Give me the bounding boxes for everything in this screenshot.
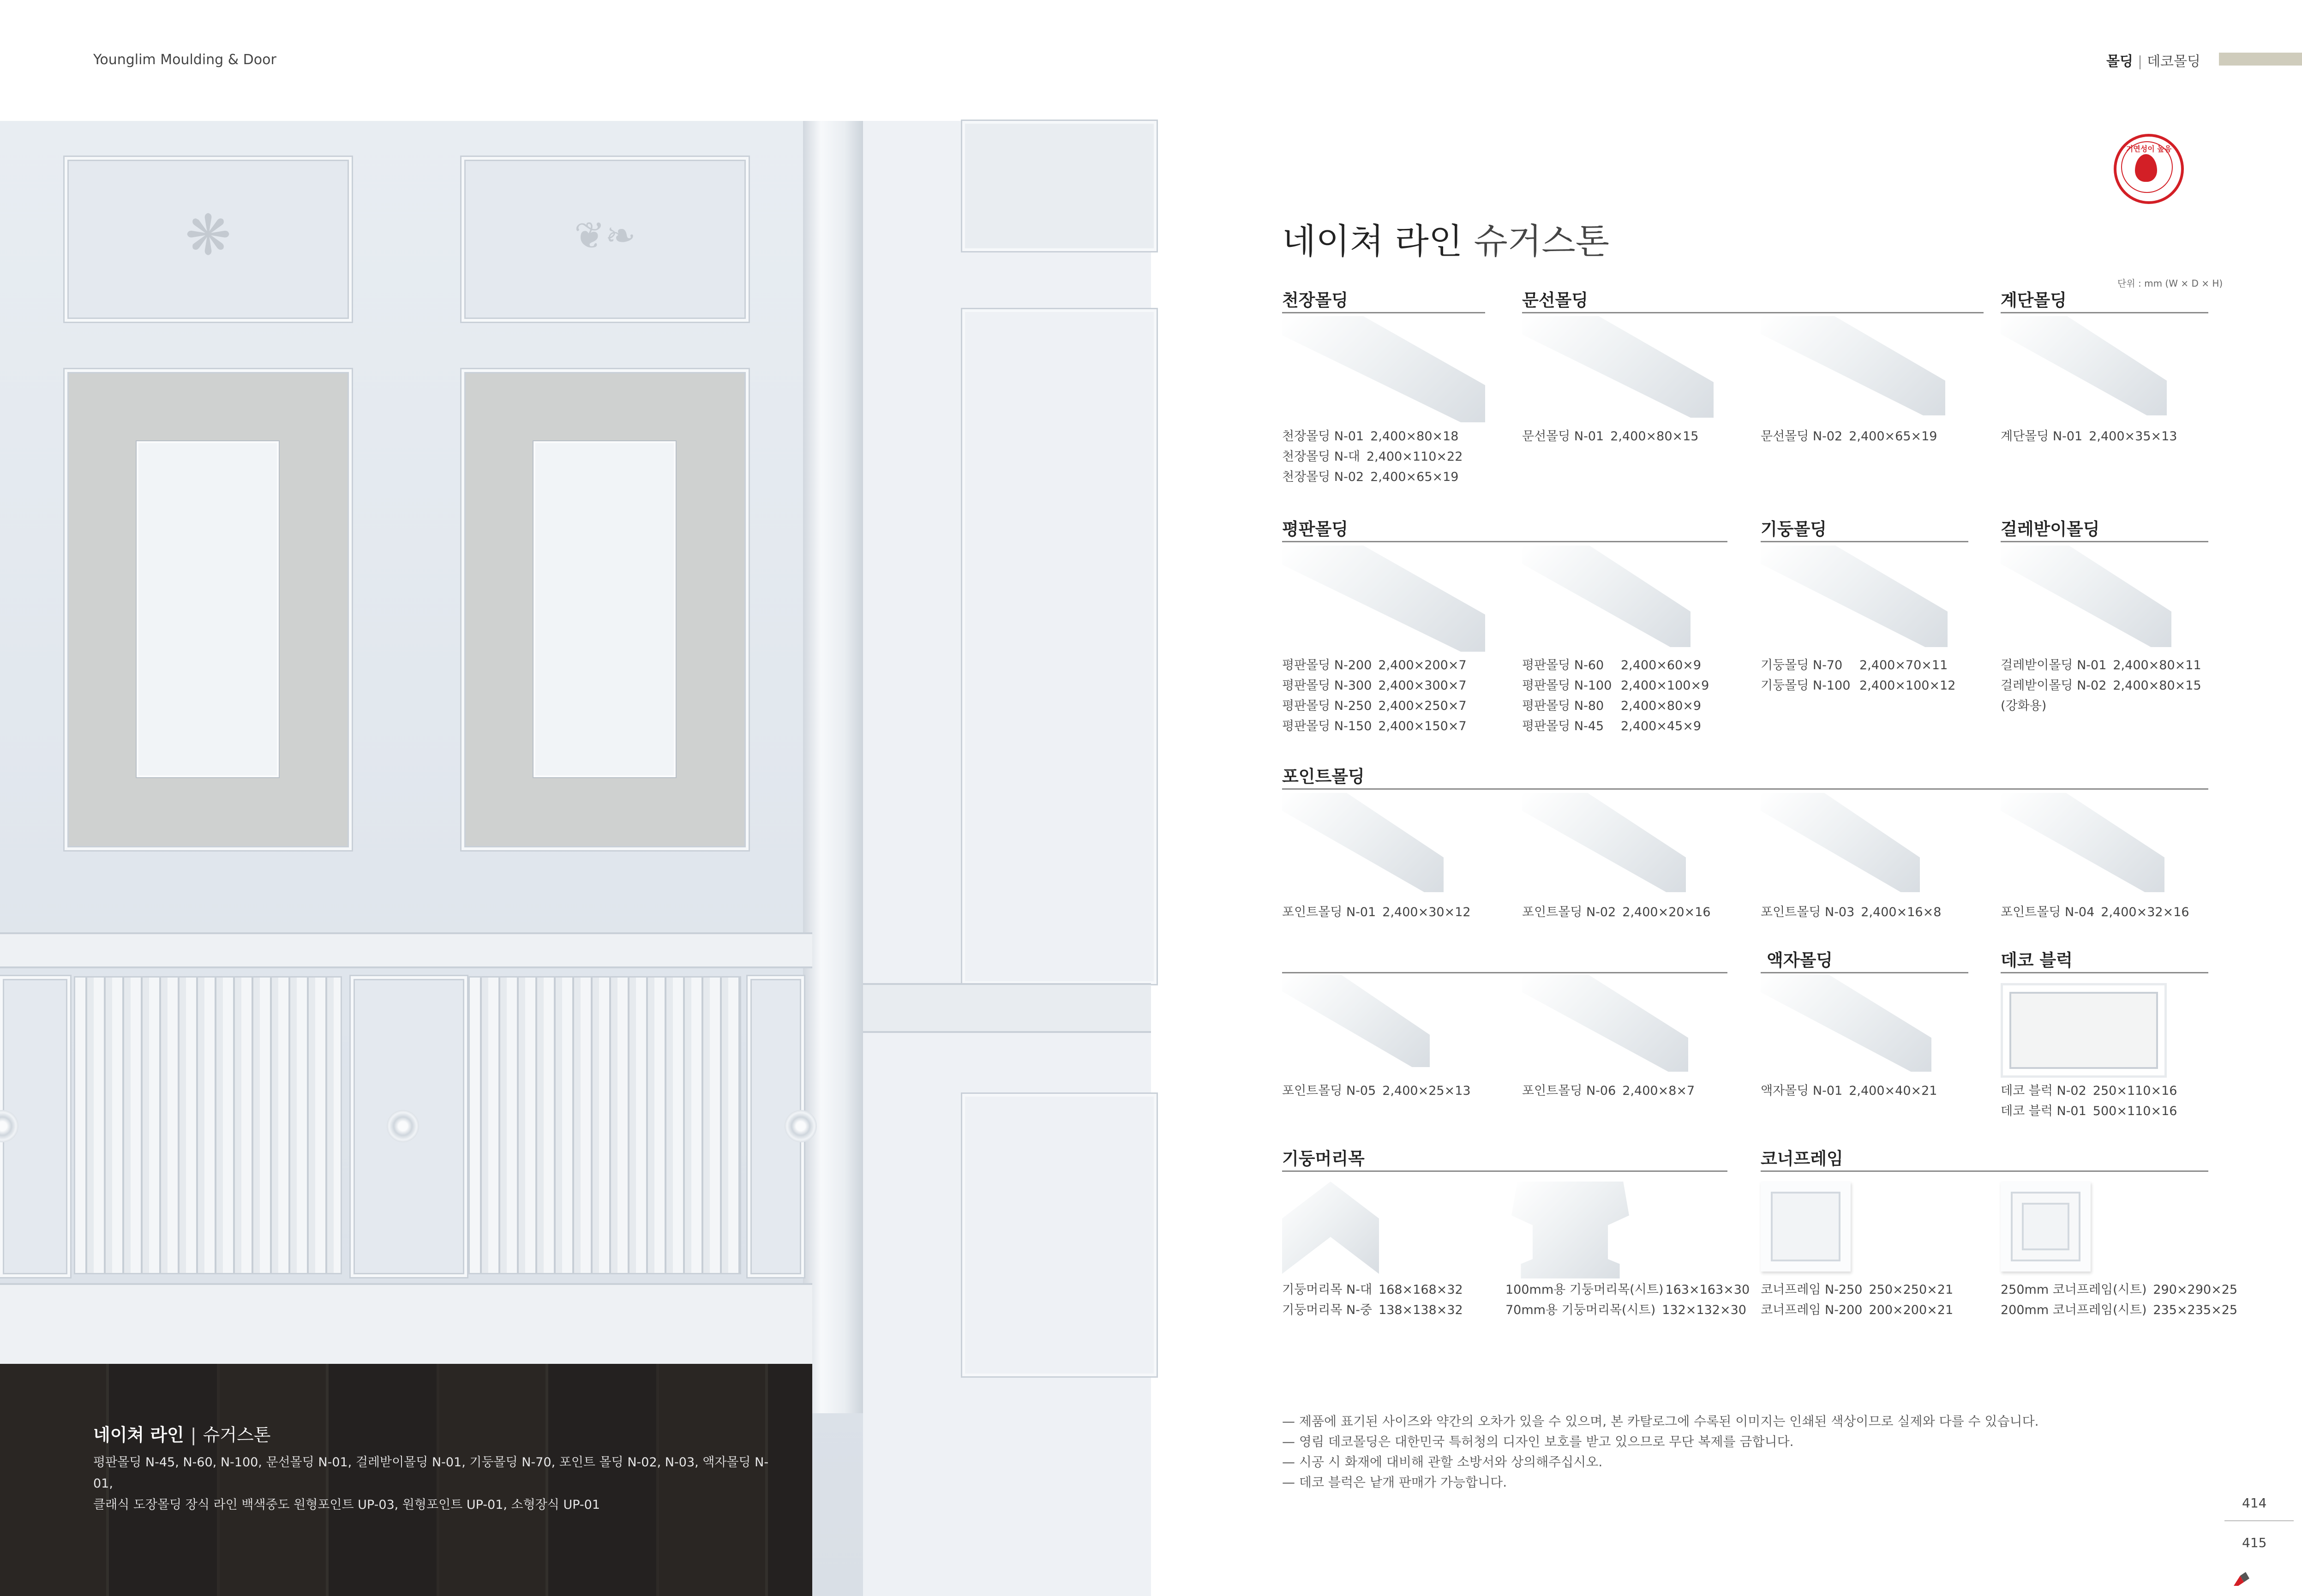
fire-retardant-badge [2114, 134, 2184, 204]
spec-name: 기둥몰딩 N-100 [1761, 678, 1851, 693]
page-number-right: 415 [2242, 1535, 2267, 1550]
spec-list-step [2001, 426, 2177, 447]
spec-dim: 138×138×32 [1379, 1303, 1463, 1317]
spec-dim: 2,400×80×15 [1610, 429, 1699, 444]
spec-dim: 250×110×16 [2092, 1084, 2177, 1098]
spec-name: 데코 블럭 N-01 [2001, 1104, 2086, 1118]
spec-name: 250mm 코너프레임(시트) [2001, 1283, 2147, 1297]
product-ceiling-moulding [1282, 316, 1485, 422]
spec-dim: 2,400×16×8 [1861, 905, 1942, 919]
spec-list-corner2 [2001, 1280, 2237, 1320]
spec-dim: 2,400×80×15 [2113, 678, 2201, 693]
spec-dim: 2,400×80×9 [1621, 699, 1702, 713]
photo-panel-textured-left [65, 369, 352, 850]
flower-ornament-icon: ❋ [185, 204, 232, 268]
section-title-step: 계단몰딩 [2001, 290, 2067, 310]
spec-dim: 2,400×25×13 [1382, 1084, 1471, 1098]
section-title-ceiling: 천장몰딩 [1282, 290, 1348, 310]
page-number-divider [2224, 1520, 2294, 1521]
spec-name: 천장몰딩 N-02 [1282, 470, 1364, 484]
note-item: — 영림 데코몰딩은 대한민국 특허청의 디자인 보호를 받고 있으므로 무단 복제를 금합니다. [1282, 1434, 1794, 1449]
section-rule [1282, 788, 2208, 790]
photo-right-panel-bottom [962, 1094, 1157, 1376]
brand-name: Younglim Moulding & Door [93, 52, 276, 68]
spec-dim: 2,400×40×21 [1849, 1084, 1937, 1098]
fluted-panel [468, 976, 741, 1274]
spec-name: 기둥머리목 N-중 [1282, 1303, 1373, 1317]
product-door-moulding-n01 [1522, 316, 1714, 418]
caption-line: 평판몰딩 N-45, N-60, N-100, 문선몰딩 N-01, 걸레받이몰딩 N-01, 기둥몰딩 N-70, 포인트 몰딩 N-02, N-03, 액자몰딩 N-01, [93, 1455, 769, 1491]
section-rule [1761, 541, 1968, 542]
page-title-sub: 슈거스톤 [1474, 221, 1610, 262]
spec-note: (강화용) [2001, 699, 2047, 713]
spec-list-corner1 [1761, 1280, 1953, 1320]
photo-panel-textured-right [462, 369, 749, 850]
panel-inset [534, 441, 676, 777]
spec-dim: 2,400×200×7 [1378, 658, 1467, 672]
header-accent-bar [2219, 53, 2302, 66]
product-frame-moulding [1761, 975, 1931, 1072]
spec-name: 천장몰딩 N-01 [1282, 429, 1364, 444]
product-baseboard-moulding [2001, 546, 2171, 647]
section-title-frame: 액자몰딩 [1767, 950, 1833, 970]
product-flat-moulding-narrow [1522, 546, 1691, 647]
product-corner-frame-sheet [2001, 1182, 2091, 1272]
spec-dim: 2,400×80×18 [1370, 429, 1459, 444]
photo-chair-rail [0, 932, 812, 968]
spec-name: 데코 블럭 N-02 [2001, 1084, 2086, 1098]
section-rule [1761, 972, 1968, 973]
spec-list-column [1761, 655, 1955, 696]
spec-dim: 235×235×25 [2153, 1303, 2238, 1317]
photo-skirting [0, 1283, 812, 1366]
spec-dim: 2,400×80×11 [2113, 658, 2201, 672]
spec-list-ceiling [1282, 426, 1463, 487]
header-category [2106, 50, 2200, 70]
fluted-panel [74, 976, 342, 1274]
spec-dim: 132×132×30 [1662, 1303, 1746, 1317]
spec-list-capital1 [1282, 1280, 1463, 1320]
section-title-point: 포인트몰딩 [1282, 767, 1365, 786]
section-rule [2001, 972, 2208, 973]
section-title-door: 문선몰딩 [1522, 290, 1588, 310]
rosette-icon [387, 1110, 419, 1142]
section-rule [2001, 312, 2208, 313]
photo-caption-description [93, 1452, 785, 1516]
section-title-capital: 기둥머리목 [1282, 1149, 1365, 1169]
category-separator: | [2137, 54, 2143, 70]
product-point-moulding-n04 [2001, 793, 2164, 892]
spec-dim: 2,400×65×19 [1370, 470, 1459, 484]
spec-dim: 163×163×30 [1665, 1283, 1750, 1297]
spec-name: 코너프레임 N-200 [1761, 1303, 1863, 1317]
page-title-main: 네이쳐 라인 [1282, 221, 1463, 262]
spec-dim: 2,400×300×7 [1378, 678, 1467, 693]
section-rule [1282, 312, 1485, 313]
spec-name: 70mm용 기둥머리목(시트) [1505, 1303, 1656, 1317]
spec-dim: 2,400×20×16 [1622, 905, 1711, 919]
spec-list-flat2 [1522, 655, 1709, 737]
photo-panel-upper-left [65, 157, 352, 322]
product-point-moulding-n06 [1522, 975, 1688, 1072]
section-title-column: 기둥몰딩 [1761, 519, 1827, 539]
rosette-icon [785, 1110, 817, 1142]
section-rule [1282, 1170, 1727, 1172]
spec-dim: 2,400×45×9 [1621, 719, 1702, 733]
caption-line: 클래식 도장몰딩 장식 라인 백색중도 원형포인트 UP-03, 원형포인트 UP-01, 소형장식 UP-01 [93, 1498, 600, 1512]
spec-list-point6 [1522, 1081, 1695, 1101]
spec-dim: 2,400×65×19 [1849, 429, 1937, 444]
spec-name: 200mm 코너프레임(시트) [2001, 1303, 2147, 1317]
spec-dim: 290×290×25 [2153, 1283, 2238, 1297]
page-number-left: 414 [2242, 1495, 2267, 1511]
spec-name: 평판몰딩 N-45 [1522, 719, 1604, 733]
product-step-moulding [2001, 316, 2167, 415]
spec-name: 평판몰딩 N-60 [1522, 658, 1604, 672]
section-title-baseboard: 걸레받이몰딩 [2001, 519, 2100, 539]
spec-name: 포인트몰딩 N-06 [1522, 1084, 1616, 1098]
spec-name: 평판몰딩 N-80 [1522, 699, 1604, 713]
spec-list-point5 [1282, 1081, 1471, 1101]
photo-caption-title [93, 1421, 270, 1446]
spec-dim: 2,400×100×12 [1859, 678, 1956, 693]
spec-name: 천장몰딩 N-대 [1282, 450, 1360, 464]
spec-list-point2 [1522, 902, 1711, 923]
spec-name: 코너프레임 N-250 [1761, 1283, 1863, 1297]
spec-list-point3 [1761, 902, 1941, 923]
product-point-moulding-n02 [1522, 793, 1686, 892]
photo-right-chair-rail [863, 983, 1151, 1033]
product-point-moulding-n05 [1282, 975, 1430, 1067]
section-title-flat: 평판몰딩 [1282, 519, 1348, 539]
spec-name: 액자몰딩 N-01 [1761, 1084, 1843, 1098]
product-door-moulding-n02 [1761, 316, 1945, 415]
note-item: — 데코 블럭은 낱개 판매가 가능합니다. [1282, 1475, 1507, 1490]
spec-dim: 2,400×150×7 [1378, 719, 1467, 733]
spec-dim: 2,400×60×9 [1621, 658, 1702, 672]
spec-name: 걸레받이몰딩 N-02 [2001, 678, 2107, 693]
spec-name: 평판몰딩 N-250 [1282, 699, 1372, 713]
category-sub: 데코몰딩 [2147, 54, 2200, 70]
spec-list-frame [1761, 1081, 1937, 1101]
photo-right-panel-top [962, 121, 1157, 251]
note-item: — 제품에 표기된 사이즈와 약간의 오차가 있을 수 있으며, 본 카탈로그에 수록된 이미지는 인쇄된 색상이므로 실제와 다를 수 있습니다. [1282, 1414, 2039, 1429]
unit-label: 단위 : mm (W × D × H) [2117, 278, 2223, 289]
spec-dim: 2,400×100×9 [1621, 678, 1709, 693]
spec-list-capital2 [1505, 1280, 1750, 1320]
spec-dim: 250×250×21 [1869, 1283, 1954, 1297]
spec-dim: 2,400×32×16 [2101, 905, 2189, 919]
section-rule [1522, 312, 1984, 313]
spec-name: 문선몰딩 N-01 [1522, 429, 1604, 444]
spec-name: 포인트몰딩 N-05 [1282, 1084, 1376, 1098]
spec-dim: 2,400×30×12 [1382, 905, 1471, 919]
spec-name: 포인트몰딩 N-03 [1761, 905, 1855, 919]
spec-list-door2 [1761, 426, 1937, 447]
photo-panel-upper-right [462, 157, 749, 322]
section-title-deco: 데코 블럭 [2001, 950, 2073, 970]
spec-dim: 2,400×70×11 [1859, 658, 1948, 672]
spec-list-flat1 [1282, 655, 1467, 737]
product-point-moulding-n03 [1761, 793, 1920, 892]
note-item: — 시공 시 화재에 대비해 관할 소방서와 상의해주십시오. [1282, 1454, 1603, 1470]
section-rule [2001, 541, 2208, 542]
spec-name: 문선몰딩 N-02 [1761, 429, 1843, 444]
spec-name: 평판몰딩 N-200 [1282, 658, 1372, 672]
spec-name: 포인트몰딩 N-04 [2001, 905, 2095, 919]
scroll-ornament-icon: ❦❧ [574, 214, 636, 257]
spec-dim: 2,400×35×13 [2089, 429, 2177, 444]
spec-list-point4 [2001, 902, 2189, 923]
spec-dim: 2,400×250×7 [1378, 699, 1467, 713]
caption-title-main: 네이쳐 라인 [93, 1425, 184, 1445]
badge-text: 기연성이 높음 [2126, 144, 2172, 153]
product-column-capital-sheet [1511, 1182, 1629, 1278]
spec-list-door1 [1522, 426, 1698, 447]
spec-name: 평판몰딩 N-300 [1282, 678, 1372, 693]
section-title-corner: 코너프레임 [1761, 1149, 1843, 1169]
panel-inset [137, 441, 279, 777]
product-corner-frame [1761, 1182, 1851, 1272]
spec-name: 포인트몰딩 N-02 [1522, 905, 1616, 919]
spec-dim: 168×168×32 [1379, 1283, 1463, 1297]
spec-dim: 2,400×110×22 [1366, 450, 1463, 464]
company-logo-icon [2234, 1572, 2252, 1586]
spec-list-deco [2001, 1081, 2177, 1122]
photo-right-panel-mid [962, 309, 1157, 984]
page-title [1282, 213, 1609, 264]
caption-separator: | [190, 1425, 197, 1445]
product-column-moulding [1761, 546, 1948, 647]
spec-name: 걸레받이몰딩 N-01 [2001, 658, 2107, 672]
product-column-capital [1282, 1182, 1379, 1274]
spec-name: 평판몰딩 N-100 [1522, 678, 1612, 693]
product-flat-moulding-wide [1282, 546, 1485, 652]
section-rule [1282, 541, 1727, 542]
spec-name: 계단몰딩 N-01 [2001, 429, 2083, 444]
spec-list-baseboard [2001, 655, 2201, 716]
spec-list-point1 [1282, 902, 1471, 923]
spec-name: 기둥머리목 N-대 [1282, 1283, 1373, 1297]
photo-pilaster [803, 121, 863, 1413]
spec-name: 기둥몰딩 N-70 [1761, 658, 1843, 672]
spec-dim: 2,400×8×7 [1622, 1084, 1695, 1098]
spec-name: 평판몰딩 N-150 [1282, 719, 1372, 733]
section-rule [1761, 1170, 2208, 1172]
spec-name: 100mm용 기둥머리목(시트) [1505, 1283, 1664, 1297]
product-point-moulding-n01 [1282, 793, 1444, 892]
product-deco-block [2001, 983, 2167, 1078]
spec-dim: 500×110×16 [2092, 1104, 2177, 1118]
caption-title-sub: 슈거스톤 [203, 1425, 271, 1445]
category-main: 몰딩 [2106, 54, 2133, 70]
spec-name: 포인트몰딩 N-01 [1282, 905, 1376, 919]
section-rule [1282, 972, 1727, 973]
spec-dim: 200×200×21 [1869, 1303, 1954, 1317]
notes-list [1282, 1411, 2039, 1493]
